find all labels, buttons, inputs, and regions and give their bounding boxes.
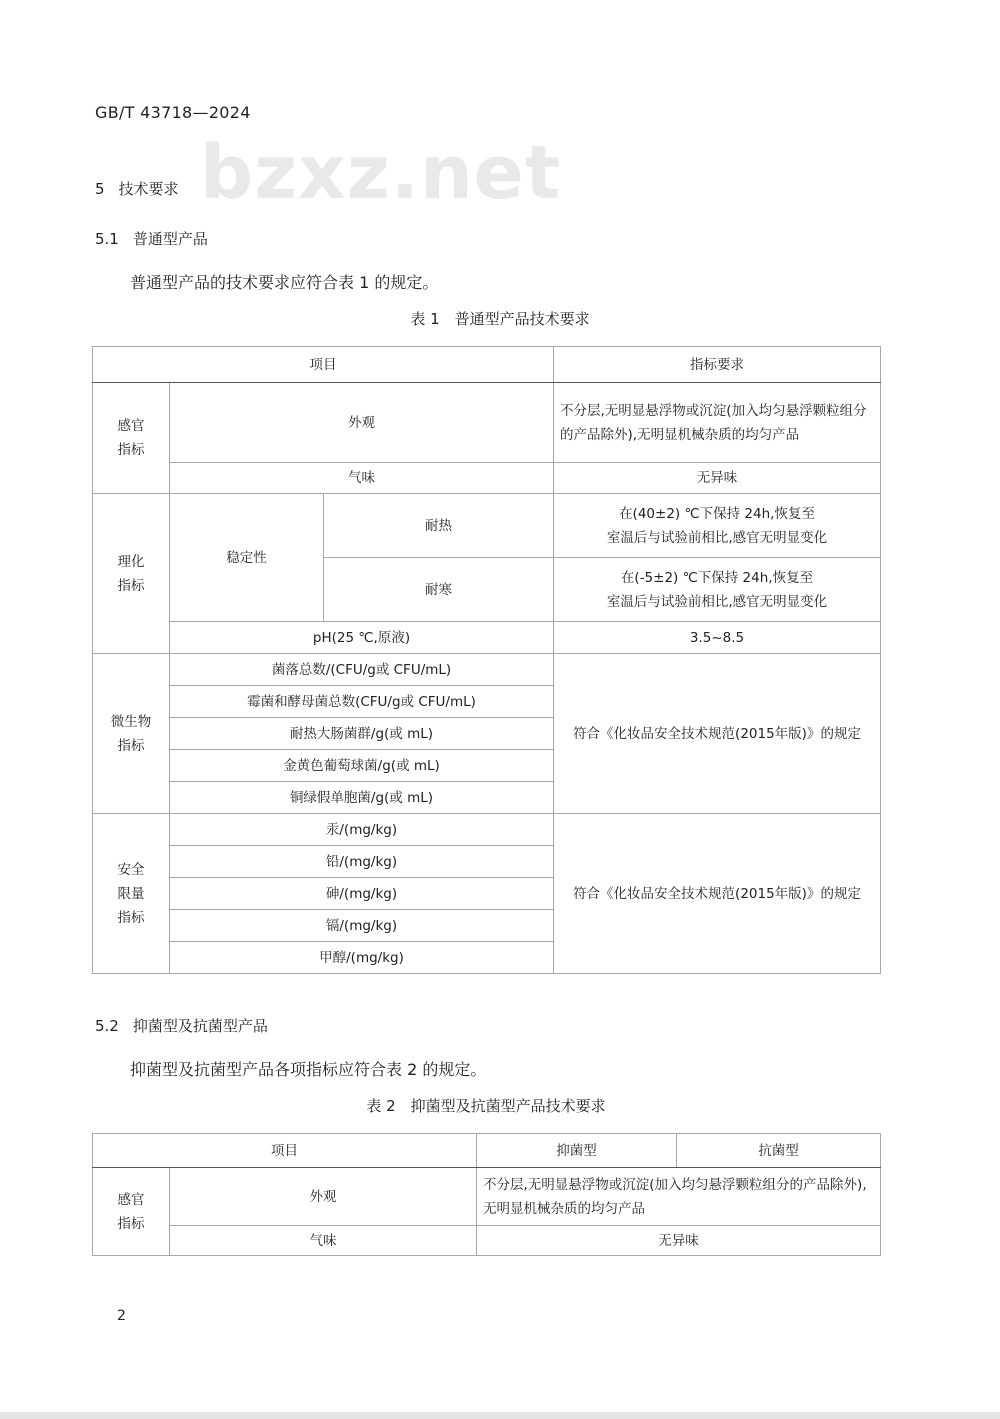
- item-cold: 耐寒: [324, 558, 554, 622]
- group-sensory: 感官 指标: [93, 383, 170, 494]
- section-5-2-heading: [95, 1015, 268, 1036]
- section-title: 普通型产品: [132, 230, 208, 248]
- section-number: 5.2: [95, 1017, 119, 1035]
- req-odor: 无异味: [477, 1226, 881, 1256]
- table-1-caption: 表 1 普通型产品技术要求: [410, 310, 590, 328]
- section-5-2-paragraph: 抑菌型及抗菌型产品各项指标应符合表 2 的规定。: [130, 1060, 487, 1079]
- item-micro: 金黄色葡萄球菌/g(或 mL): [170, 750, 554, 782]
- table-2: [92, 1133, 881, 1256]
- req-heat-line-1: 在(40±2) ℃下保持 24h,恢复至: [619, 505, 815, 522]
- req-heat: [554, 494, 881, 558]
- header-requirement: 指标要求: [554, 347, 881, 383]
- header-item: 项目: [93, 1134, 477, 1168]
- item-heat: 耐热: [324, 494, 554, 558]
- group-physchem: 理化 指标: [93, 494, 170, 654]
- req-cold-line-1: 在(-5±2) ℃下保持 24h,恢复至: [620, 569, 814, 586]
- header-bacteriostatic: 抑菌型: [477, 1134, 677, 1168]
- req-safety: 符合《化妆品安全技术规范(2015年版)》的规定: [554, 814, 881, 974]
- header-antibacterial: 抗菌型: [677, 1134, 881, 1168]
- item-appearance: 外观: [170, 383, 554, 463]
- item-safety: 砷/(mg/kg): [170, 878, 554, 910]
- item-safety: 甲醇/(mg/kg): [170, 942, 554, 974]
- item-appearance: 外观: [170, 1168, 477, 1226]
- group-sensory: 感官 指标: [93, 1168, 170, 1256]
- page-number: 2: [117, 1308, 126, 1324]
- section-title: 抑菌型及抗菌型产品: [132, 1017, 268, 1035]
- header-item: 项目: [93, 347, 554, 383]
- watermark: bzxz.net: [200, 130, 562, 216]
- page-bottom-edge: [0, 1412, 1000, 1419]
- req-micro: 符合《化妆品安全技术规范(2015年版)》的规定: [554, 654, 881, 814]
- req-odor: 无异味: [554, 463, 881, 494]
- section-5-1-heading: [95, 228, 208, 249]
- section-5-heading: [95, 178, 179, 199]
- item-micro: 耐热大肠菌群/g(或 mL): [170, 718, 554, 750]
- item-odor: 气味: [170, 463, 554, 494]
- item-ph: pH(25 ℃,原液): [170, 622, 554, 654]
- group-micro: 微生物 指标: [93, 654, 170, 814]
- req-ph: 3.5~8.5: [554, 622, 881, 654]
- group-safety: 安全 限量 指标: [93, 814, 170, 974]
- item-micro: 菌落总数/(CFU/g或 CFU/mL): [170, 654, 554, 686]
- item-stability: 稳定性: [170, 494, 324, 622]
- section-number: 5: [95, 180, 105, 198]
- item-micro: 霉菌和酵母菌总数(CFU/g或 CFU/mL): [170, 686, 554, 718]
- table-2-caption: 表 2 抑菌型及抗菌型产品技术要求: [366, 1097, 606, 1115]
- table-1: [92, 346, 881, 974]
- req-cold: [554, 558, 881, 622]
- item-odor: 气味: [170, 1226, 477, 1256]
- document-id: GB/T 43718—2024: [95, 103, 251, 122]
- section-title: 技术要求: [118, 180, 179, 198]
- req-appearance: 不分层,无明显悬浮物或沉淀(加入均匀悬浮颗粒组分的产品除外),无明显机械杂质的均匀产品: [477, 1168, 881, 1226]
- req-cold-line-2: 室温后与试验前相比,感官无明显变化: [606, 593, 828, 610]
- item-safety: 铅/(mg/kg): [170, 846, 554, 878]
- req-appearance: 不分层,无明显悬浮物或沉淀(加入均匀悬浮颗粒组分的产品除外),无明显机械杂质的均匀产品: [554, 383, 881, 463]
- item-safety: 汞/(mg/kg): [170, 814, 554, 846]
- section-number: 5.1: [95, 230, 119, 248]
- req-heat-line-2: 室温后与试验前相比,感官无明显变化: [606, 529, 828, 546]
- section-5-1-paragraph: 普通型产品的技术要求应符合表 1 的规定。: [130, 273, 439, 292]
- item-safety: 镉/(mg/kg): [170, 910, 554, 942]
- item-micro: 铜绿假单胞菌/g(或 mL): [170, 782, 554, 814]
